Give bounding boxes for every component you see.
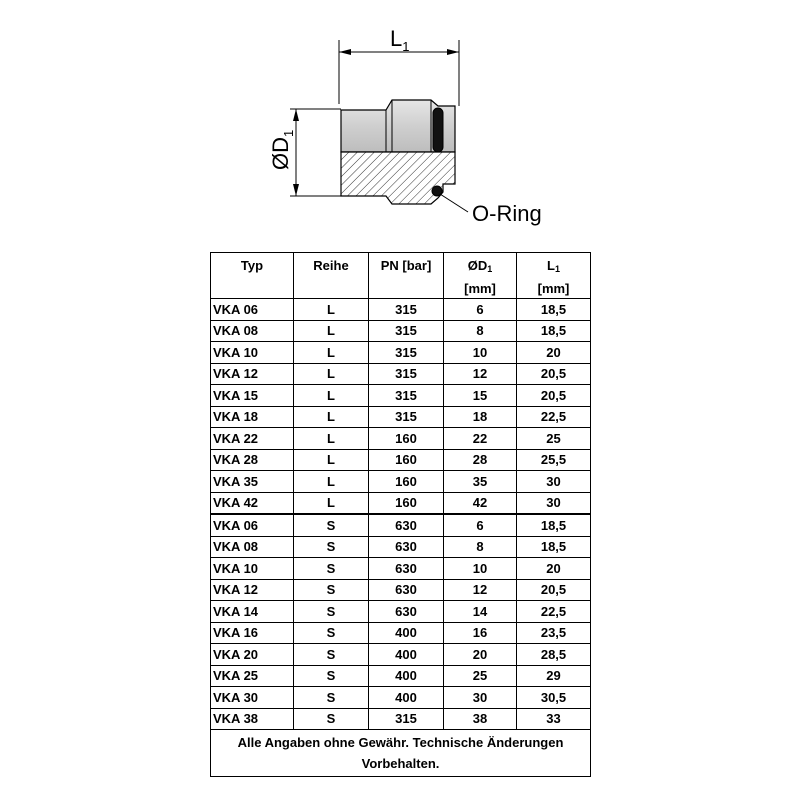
cell-reihe: S (294, 514, 369, 536)
cell-typ: VKA 16 (211, 622, 294, 644)
cell-od1: 20 (444, 644, 517, 666)
cell-reihe: L (294, 299, 369, 321)
technical-drawing (0, 0, 800, 250)
table-row (211, 320, 591, 342)
cell-typ: VKA 30 (211, 687, 294, 709)
cell-od1: 14 (444, 601, 517, 623)
cell-l1: 18,5 (517, 299, 591, 321)
table-row (211, 665, 591, 687)
cell-l1: 18,5 (517, 320, 591, 342)
table-row (211, 536, 591, 558)
header-od1 (444, 253, 517, 299)
disclaimer-line-1: Alle Angaben ohne Gewähr. Technische Änderungen (237, 735, 564, 750)
cell-l1: 20 (517, 558, 591, 580)
cell-pn: 400 (369, 687, 444, 709)
table-header-row (211, 253, 591, 299)
o-ring-label: O-Ring (472, 201, 542, 226)
table-row (211, 579, 591, 601)
table-body (211, 299, 591, 730)
spec-table (210, 252, 591, 777)
header-l1 (517, 253, 591, 299)
cell-typ: VKA 15 (211, 385, 294, 407)
cell-l1: 30 (517, 471, 591, 493)
cell-reihe: S (294, 687, 369, 709)
table-row (211, 514, 591, 536)
cell-l1: 20,5 (517, 385, 591, 407)
disclaimer-note (211, 730, 591, 777)
header-l1-label: L (547, 258, 555, 273)
cell-pn: 630 (369, 558, 444, 580)
header-od1-unit: [mm] (464, 281, 496, 296)
cell-typ: VKA 25 (211, 665, 294, 687)
cell-reihe: S (294, 601, 369, 623)
cell-pn: 400 (369, 622, 444, 644)
cell-pn: 160 (369, 492, 444, 514)
cell-pn: 315 (369, 406, 444, 428)
cell-od1: 12 (444, 579, 517, 601)
header-od1-label: ØD (467, 258, 488, 273)
cell-od1: 42 (444, 492, 517, 514)
cell-typ: VKA 06 (211, 514, 294, 536)
cell-l1: 30 (517, 492, 591, 514)
cell-reihe: L (294, 385, 369, 407)
table-row (211, 406, 591, 428)
table-row (211, 449, 591, 471)
cell-od1: 12 (444, 363, 517, 385)
cell-od1: 15 (444, 385, 517, 407)
cell-typ: VKA 20 (211, 644, 294, 666)
table-row (211, 299, 591, 321)
cell-od1: 16 (444, 622, 517, 644)
header-reihe: Reihe (294, 253, 369, 299)
table-row (211, 601, 591, 623)
cell-reihe: S (294, 622, 369, 644)
cell-l1: 22,5 (517, 601, 591, 623)
table-row (211, 428, 591, 450)
cell-od1: 30 (444, 687, 517, 709)
cell-reihe: L (294, 406, 369, 428)
cell-typ: VKA 12 (211, 363, 294, 385)
cell-reihe: L (294, 471, 369, 493)
cell-pn: 400 (369, 644, 444, 666)
table-row (211, 708, 591, 730)
cell-typ: VKA 22 (211, 428, 294, 450)
cell-l1: 25 (517, 428, 591, 450)
cell-l1: 33 (517, 708, 591, 730)
table-row (211, 622, 591, 644)
l1-label: $L_1$ (390, 26, 410, 54)
cell-typ: VKA 06 (211, 299, 294, 321)
cell-od1: 18 (444, 406, 517, 428)
cell-reihe: S (294, 536, 369, 558)
header-pn: PN [bar] (369, 253, 444, 299)
table-row (211, 342, 591, 364)
arrow-right-icon (447, 49, 459, 55)
table-row (211, 644, 591, 666)
table-row (211, 492, 591, 514)
cell-l1: 20,5 (517, 579, 591, 601)
cell-typ: VKA 42 (211, 492, 294, 514)
cell-od1: 8 (444, 536, 517, 558)
cell-l1: 20 (517, 342, 591, 364)
cell-pn: 315 (369, 385, 444, 407)
cell-typ: VKA 10 (211, 558, 294, 580)
cell-pn: 315 (369, 320, 444, 342)
cell-l1: 18,5 (517, 514, 591, 536)
cell-typ: VKA 08 (211, 320, 294, 342)
cell-od1: 8 (444, 320, 517, 342)
cell-od1: 35 (444, 471, 517, 493)
cell-pn: 630 (369, 601, 444, 623)
cell-pn: 160 (369, 428, 444, 450)
cell-pn: 315 (369, 708, 444, 730)
cell-od1: 10 (444, 558, 517, 580)
cell-pn: 630 (369, 514, 444, 536)
cell-reihe: S (294, 708, 369, 730)
cell-typ: VKA 38 (211, 708, 294, 730)
cell-reihe: S (294, 558, 369, 580)
cell-reihe: L (294, 428, 369, 450)
cell-typ: VKA 35 (211, 471, 294, 493)
header-typ: Typ (211, 253, 294, 299)
cell-od1: 6 (444, 514, 517, 536)
header-l1-unit: [mm] (537, 281, 570, 296)
cell-od1: 38 (444, 708, 517, 730)
table-row (211, 363, 591, 385)
cell-reihe: L (294, 363, 369, 385)
cell-pn: 630 (369, 579, 444, 601)
cell-typ: VKA 14 (211, 601, 294, 623)
cell-od1: 22 (444, 428, 517, 450)
o-ring-visible (433, 108, 443, 152)
cell-l1: 22,5 (517, 406, 591, 428)
cell-reihe: L (294, 492, 369, 514)
cell-pn: 160 (369, 449, 444, 471)
arrow-left-icon (339, 49, 351, 55)
arrow-up-icon (293, 109, 299, 121)
cell-od1: 10 (444, 342, 517, 364)
cell-l1: 23,5 (517, 622, 591, 644)
cell-reihe: S (294, 644, 369, 666)
table-row (211, 471, 591, 493)
note-row (211, 730, 591, 777)
header-l1-sub: 1 (554, 264, 560, 274)
table-row (211, 385, 591, 407)
arrow-down-icon (293, 184, 299, 196)
cell-pn: 400 (369, 665, 444, 687)
cell-pn: 315 (369, 299, 444, 321)
cell-l1: 20,5 (517, 363, 591, 385)
cell-pn: 315 (369, 363, 444, 385)
cell-typ: VKA 08 (211, 536, 294, 558)
cell-typ: VKA 28 (211, 449, 294, 471)
header-od1-sub: 1 (487, 264, 493, 274)
cell-l1: 18,5 (517, 536, 591, 558)
disclaimer-line-2: Vorbehalten. (361, 756, 440, 771)
cell-reihe: S (294, 665, 369, 687)
cell-od1: 6 (444, 299, 517, 321)
cell-pn: 160 (369, 471, 444, 493)
cell-od1: 25 (444, 665, 517, 687)
cell-l1: 30,5 (517, 687, 591, 709)
fitting-cross-section-drawing (0, 0, 800, 250)
table-row (211, 558, 591, 580)
cell-typ: VKA 10 (211, 342, 294, 364)
cell-pn: 315 (369, 342, 444, 364)
table-row (211, 687, 591, 709)
o-ring-leader-line (440, 194, 468, 212)
cell-reihe: L (294, 320, 369, 342)
cell-pn: 630 (369, 536, 444, 558)
cell-l1: 25,5 (517, 449, 591, 471)
cell-reihe: L (294, 449, 369, 471)
cell-l1: 28,5 (517, 644, 591, 666)
cell-typ: VKA 12 (211, 579, 294, 601)
cell-od1: 28 (444, 449, 517, 471)
cell-reihe: S (294, 579, 369, 601)
cell-l1: 29 (517, 665, 591, 687)
cell-typ: VKA 18 (211, 406, 294, 428)
cell-reihe: L (294, 342, 369, 364)
od1-label: $ØD_1$ (268, 129, 296, 170)
